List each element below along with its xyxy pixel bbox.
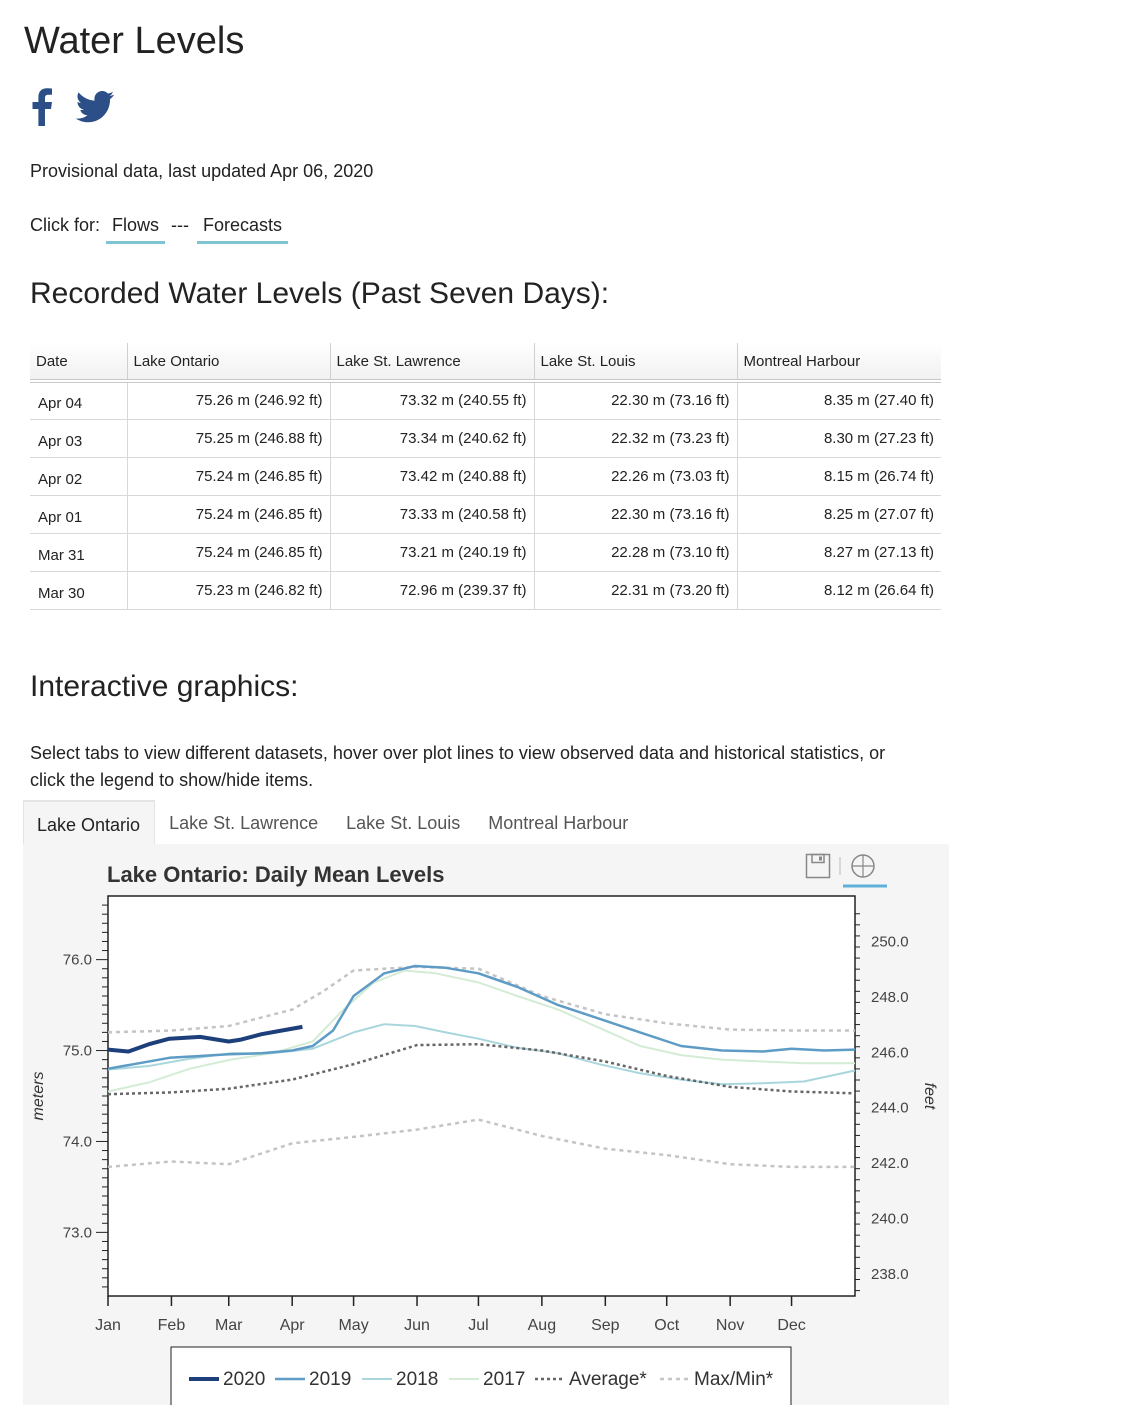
legend-item-label[interactable]: 2019: [309, 1369, 352, 1390]
level-cell: 73.33 m (240.58 ft): [330, 495, 534, 533]
flows-link[interactable]: Flows: [106, 215, 165, 244]
plot-area[interactable]: [108, 896, 855, 1296]
table-row: [30, 533, 941, 571]
level-cell: 8.27 m (27.13 ft): [737, 533, 941, 571]
column-header[interactable]: Lake St. Louis: [534, 343, 737, 381]
level-cell: 75.24 m (246.85 ft): [127, 495, 330, 533]
legend-item-label[interactable]: Max/Min*: [694, 1369, 774, 1390]
toolbar-divider: [838, 857, 842, 875]
dataset-tabs: [23, 800, 642, 844]
level-cell: 8.35 m (27.40 ft): [737, 381, 941, 419]
tab-lake-st-louis[interactable]: Lake St. Louis: [346, 813, 461, 833]
x-tick-label: Aug: [527, 1317, 557, 1334]
x-tick-label: Oct: [654, 1317, 680, 1334]
y2-tick-label: 244.0: [871, 1099, 909, 1117]
date-cell: Mar 30: [30, 571, 127, 609]
y-tick-label: 76.0: [62, 951, 92, 969]
twitter-icon[interactable]: [76, 91, 114, 123]
legend-item-label[interactable]: 2018: [396, 1369, 439, 1390]
table-row: [30, 495, 941, 533]
tab-lake-ontario[interactable]: Lake Ontario: [23, 800, 155, 844]
level-cell: 73.32 m (240.55 ft): [330, 381, 534, 419]
table-header-row: [30, 343, 941, 381]
social-links: [30, 88, 114, 126]
level-cell: 8.30 m (27.23 ft): [737, 419, 941, 457]
x-tick-label: Feb: [157, 1317, 186, 1334]
interactive-graphics-heading: Interactive graphics:: [30, 670, 299, 703]
column-header[interactable]: Montreal Harbour: [737, 343, 941, 381]
level-cell: 22.28 m (73.10 ft): [534, 533, 737, 571]
level-cell: 22.30 m (73.16 ft): [534, 495, 737, 533]
level-cell: 22.31 m (73.20 ft): [534, 571, 737, 609]
column-header[interactable]: Date: [30, 343, 127, 381]
legend-item-label[interactable]: 2017: [483, 1369, 526, 1390]
y2-tick-label: 250.0: [871, 933, 909, 951]
x-tick-label: Nov: [715, 1317, 745, 1334]
tab-montreal-harbour[interactable]: Montreal Harbour: [488, 813, 629, 833]
level-cell: 75.26 m (246.92 ft): [127, 381, 330, 419]
y2-tick-label: 238.0: [871, 1265, 909, 1283]
chart-title: Lake Ontario: Daily Mean Levels: [107, 862, 445, 887]
y-tick-label: 73.0: [62, 1224, 92, 1242]
column-header[interactable]: Lake Ontario: [127, 343, 330, 381]
recorded-levels-heading: Recorded Water Levels (Past Seven Days):: [30, 277, 610, 310]
date-cell: Apr 01: [30, 495, 127, 533]
x-tick-label: Jun: [404, 1317, 430, 1334]
x-tick-label: Mar: [214, 1317, 243, 1334]
chart-panel: [23, 844, 949, 1405]
level-cell: 8.25 m (27.07 ft): [737, 495, 941, 533]
y2-tick-label: 246.0: [871, 1044, 909, 1062]
click-for-links: [30, 215, 288, 244]
table-row: [30, 381, 941, 419]
x-tick-label: Sep: [591, 1317, 620, 1334]
x-tick-label: Jan: [95, 1317, 121, 1334]
level-cell: 72.96 m (239.37 ft): [330, 571, 534, 609]
link-separator: ---: [171, 215, 190, 235]
level-cell: 75.24 m (246.85 ft): [127, 457, 330, 495]
chart-svg[interactable]: [23, 844, 949, 1405]
level-cell: 75.23 m (246.82 ft): [127, 571, 330, 609]
table-row: [30, 571, 941, 609]
y-tick-label: 74.0: [62, 1133, 92, 1151]
y-axis-label: meters: [30, 1071, 47, 1121]
date-cell: Mar 31: [30, 533, 127, 571]
level-cell: 75.25 m (246.88 ft): [127, 419, 330, 457]
level-cell: 8.15 m (26.74 ft): [737, 457, 941, 495]
water-levels-table: [30, 343, 941, 610]
y2-tick-label: 242.0: [871, 1155, 909, 1173]
last-updated-text: Provisional data, last updated Apr 06, 2020: [30, 161, 374, 181]
column-header[interactable]: Lake St. Lawrence: [330, 343, 534, 381]
date-cell: Apr 03: [30, 419, 127, 457]
date-cell: Apr 04: [30, 381, 127, 419]
level-cell: 73.21 m (240.19 ft): [330, 533, 534, 571]
level-cell: 8.12 m (26.64 ft): [737, 571, 941, 609]
x-tick-label: Apr: [279, 1317, 305, 1334]
page-title: Water Levels: [24, 20, 245, 62]
chart-instructions: Select tabs to view different datasets, hover over plot lines to view observed data and historical statistics, or click the legend to show/hide items.: [30, 743, 886, 790]
level-cell: 73.34 m (240.62 ft): [330, 419, 534, 457]
y-tick-label: 75.0: [62, 1042, 92, 1060]
legend-item-label[interactable]: 2020: [223, 1369, 266, 1390]
level-cell: 73.42 m (240.88 ft): [330, 457, 534, 495]
legend-item-label[interactable]: Average*: [569, 1369, 647, 1390]
tab-lake-st-lawrence[interactable]: Lake St. Lawrence: [169, 813, 319, 833]
level-cell: 75.24 m (246.85 ft): [127, 533, 330, 571]
forecasts-link[interactable]: Forecasts: [197, 215, 288, 244]
y2-axis-label: feet: [921, 1082, 938, 1110]
level-cell: 22.32 m (73.23 ft): [534, 419, 737, 457]
date-cell: Apr 02: [30, 457, 127, 495]
table-row: [30, 419, 941, 457]
x-tick-label: May: [338, 1317, 369, 1334]
click-for-label: Click for:: [30, 215, 101, 235]
y2-tick-label: 240.0: [871, 1210, 909, 1228]
level-cell: 22.30 m (73.16 ft): [534, 381, 737, 419]
x-tick-label: Jul: [468, 1317, 489, 1334]
x-tick-label: Dec: [777, 1317, 806, 1334]
table-row: [30, 457, 941, 495]
facebook-icon[interactable]: [30, 88, 54, 126]
y2-tick-label: 248.0: [871, 988, 909, 1006]
level-cell: 22.26 m (73.03 ft): [534, 457, 737, 495]
